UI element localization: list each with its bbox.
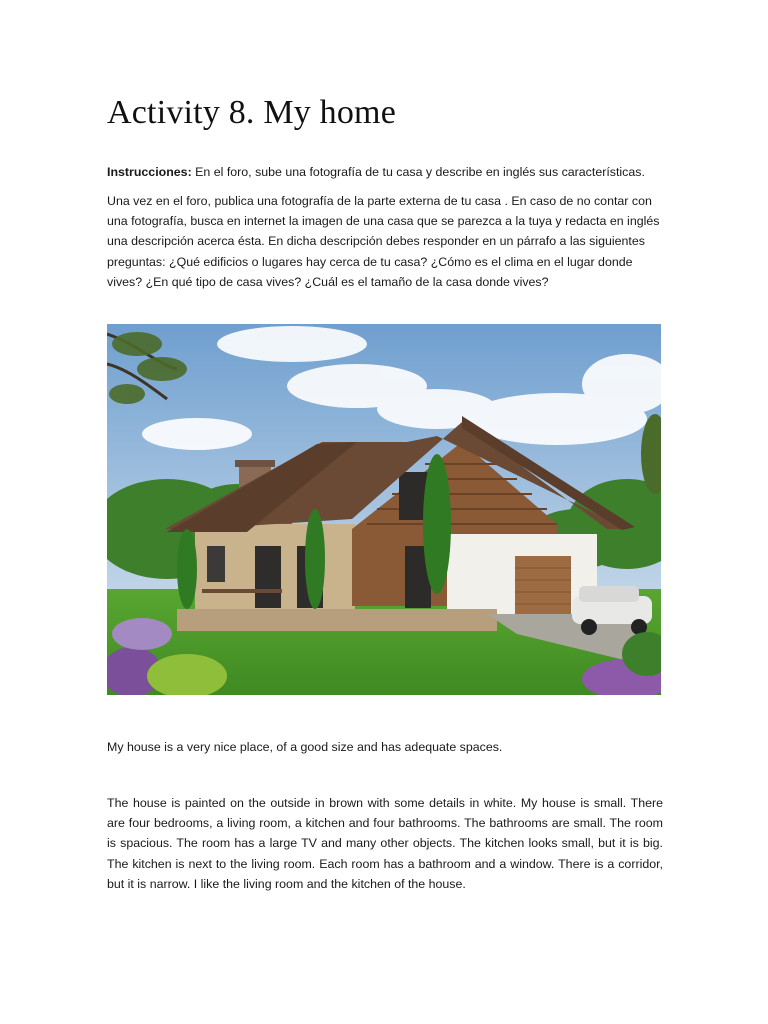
instructions-text: En el foro, sube una fotografía de tu casa y describe en inglés sus características. [191,165,645,179]
description-paragraph: The house is painted on the outside in brown with some details in white. My house is small. There are four bedrooms, a living room, a kitchen and four bathrooms. The bathrooms are small. The room is spacious. The room has a large TV and many other objects. The kitchen looks small, but it is big. The kitchen is next to the living room. Each room has a bathroom and a window. There is a corridor, but it is narrow. I like the living room and the kitchen of the house. [107,796,663,891]
intro-sentence: My house is a very nice place, of a good size and has adequate spaces. [107,740,503,754]
instructions-label: Instrucciones: [107,165,192,179]
page-title: Activity 8. My home [107,94,396,131]
task-paragraph: Una vez en el foro, publica una fotografía de la parte externa de tu casa . En caso de no contar con una fotografía, busca en internet la imagen de una casa que se parezca a la tuya y redacta en inglés una descripción acerca ésta. En dicha descripción debes responder en un párrafo a las siguientes preguntas: ¿Qué edificios o lugares hay cerca de tu casa? ¿Cómo es el clima en el lugar donde vives? ¿En qué tipo de casa vives? ¿Cuál es el tamaño de la casa donde vives? [107,194,660,289]
house-photo [107,324,661,695]
instructions-paragraph [107,162,663,182]
